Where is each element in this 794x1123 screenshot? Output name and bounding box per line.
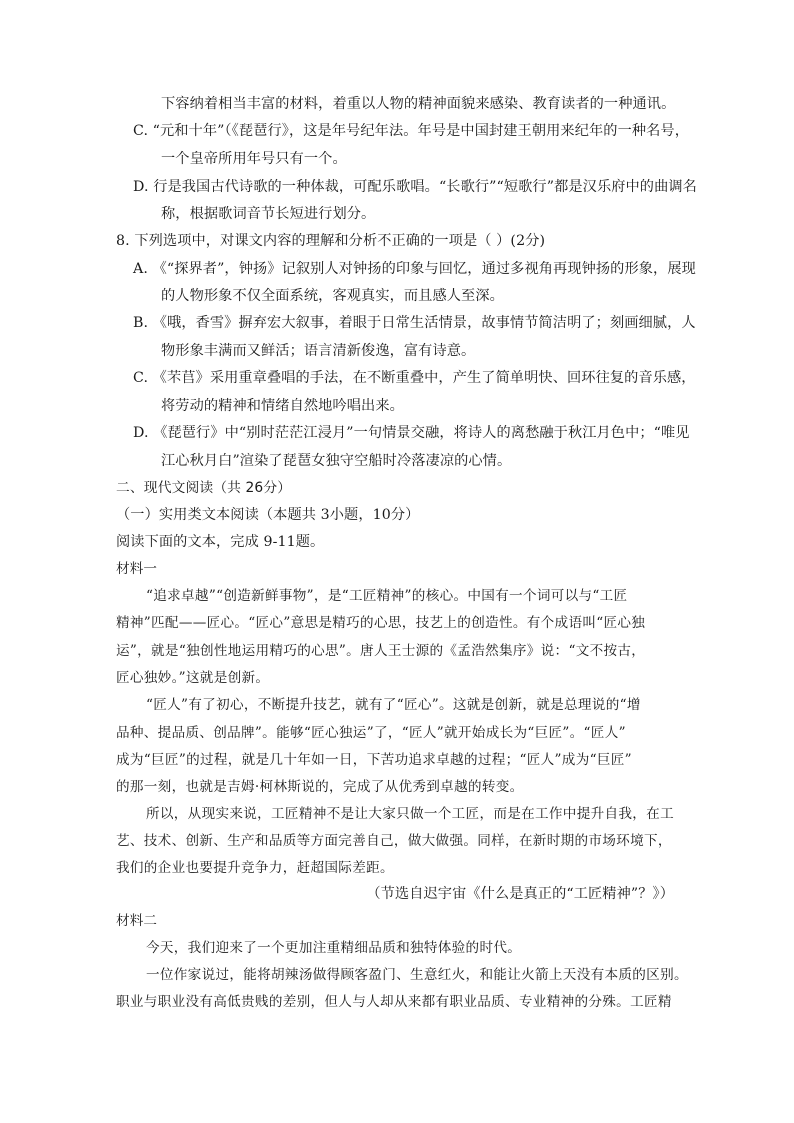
- section-heading: 二、现代文阅读（共 26分）: [116, 480, 292, 496]
- material-1-paragraph-2-line-1: “匠人”有了初心，不断提升技艺，就有了“匠心”。这就是创新，就是总理说的“增: [146, 697, 641, 713]
- q8-option-c-line-2: 将劳动的精神和情绪自然地吟唱出来。: [161, 398, 404, 414]
- q8-option-c-line-1: C. 《芣苢》采用重章叠唱的手法，在不断重叠中，产生了简单明快、回环往复的音乐感，: [133, 370, 696, 386]
- material-1-source: （节选自迟宇宙《什么是真正的“工匠精神”？》）: [366, 886, 674, 902]
- material-1-paragraph-2-line-2: 品种、提品质、创品牌”。能够“匠心独运”了，“匠人”就开始成长为“巨匠”。“匠人”: [116, 725, 626, 741]
- material-2-paragraph-2-line-2: 职业与职业没有高低贵贱的差别，但人与人却从来都有职业品质、专业精神的分殊。工匠精: [116, 994, 672, 1010]
- option-c-line-2: 一个皇帝所用年号只有一个。: [161, 151, 347, 167]
- option-d-line-1: D. 行是我国古代诗歌的一种体裁，可配乐歌唱。“长歌行”“短歌行”都是汉乐府中的曲调名: [133, 179, 697, 195]
- material-1-label: 材料一: [116, 561, 158, 577]
- material-1-paragraph-1-line-1: “追求卓越”“创造新鲜事物”，是“工匠精神”的核心。中国有一个词可以与“工匠: [146, 588, 628, 604]
- material-1-paragraph-3-line-1: 所以，从现实来说，工匠精神不是让大家只做一个工匠，而是在工作中提升自我，在工: [146, 806, 674, 822]
- material-1-paragraph-3-line-2: 艺、技术、创新、生产和品质等方面完善自己，做大做强。同样，在新时期的市场环境下，: [116, 833, 672, 849]
- material-1-paragraph-3-line-3: 我们的企业也要提升竞争力，赶超国际差距。: [116, 860, 394, 876]
- option-b-continuation: 下容纳着相当丰富的材料，着重以人物的精神面貌来感染、教育读者的一种通讯。: [161, 96, 676, 112]
- q8-option-b-line-2: 物形象丰满而又鲜活；语言清新俊逸，富有诗意。: [161, 343, 476, 359]
- material-1-paragraph-2-line-3: 成为“巨匠”的过程，就是几十年如一日，下苦功追求卓越的过程；“匠人”成为“巨匠”: [116, 752, 632, 768]
- material-2-paragraph-2-line-1: 一位作家说过，能将胡辣汤做得顾客盈门、生意红火，和能让火箭上天没有本质的区别。: [146, 967, 688, 983]
- option-d-line-2: 称，根据歌词音节长短进行划分。: [161, 206, 376, 222]
- material-1-paragraph-1-line-4: 匠心独妙。”这就是创新。: [116, 670, 270, 686]
- material-2-label: 材料二: [116, 913, 158, 929]
- material-1-paragraph-1-line-2: 精神”匹配——匠心。“匠心”意思是精巧的心思，技艺上的创造性。有个成语叫“匠心独: [116, 615, 646, 631]
- material-1-paragraph-1-line-3: 运”，就是“独创性地运用精巧的心思”。唐人王士源的《孟浩然集序》说：“文不按古，: [116, 643, 646, 659]
- material-1-paragraph-2-line-4: 的那一刻，也就是吉姆·柯林斯说的，完成了从优秀到卓越的转变。: [116, 779, 524, 795]
- q8-option-d-line-1: D. 《琵琶行》中“别时茫茫江浸月”一句情景交融，将诗人的离愁融于秋江月色中；“唯见: [133, 425, 690, 441]
- option-c-line-1: C. “元和十年”（《琵琶行》，这是年号纪年法。年号是中国封建王朝用来纪年的一种名号，: [133, 123, 690, 139]
- question-8: 8. 下列选项中，对课文内容的理解和分析不正确的一项是（ ）(2分): [116, 233, 546, 249]
- q8-option-b-line-1: B. 《哦，香雪》摒弃宏大叙事，着眼于日常生活情景，故事情节简洁明了；刻画细腻，人: [133, 315, 696, 331]
- subsection-heading: （一）实用类文本阅读（本题共 3小题，10分）: [116, 507, 420, 523]
- q8-option-a-line-2: 的人物形象不仅全面系统，客观真实，而且感人至深。: [161, 288, 504, 304]
- q8-option-a-line-1: A. 《“探界者”，钟扬》记叙别人对钟扬的印象与回忆，通过多视角再现钟扬的形象，展现: [133, 261, 696, 277]
- reading-instruction: 阅读下面的文本，完成 9-11题。: [116, 534, 325, 550]
- material-2-paragraph-1: 今天，我们迎来了一个更加注重精细品质和独特体验的时代。: [146, 940, 522, 956]
- q8-option-d-line-2: 江心秋月白”渲染了琵琶女独守空船时冷落凄凉的心情。: [161, 453, 512, 469]
